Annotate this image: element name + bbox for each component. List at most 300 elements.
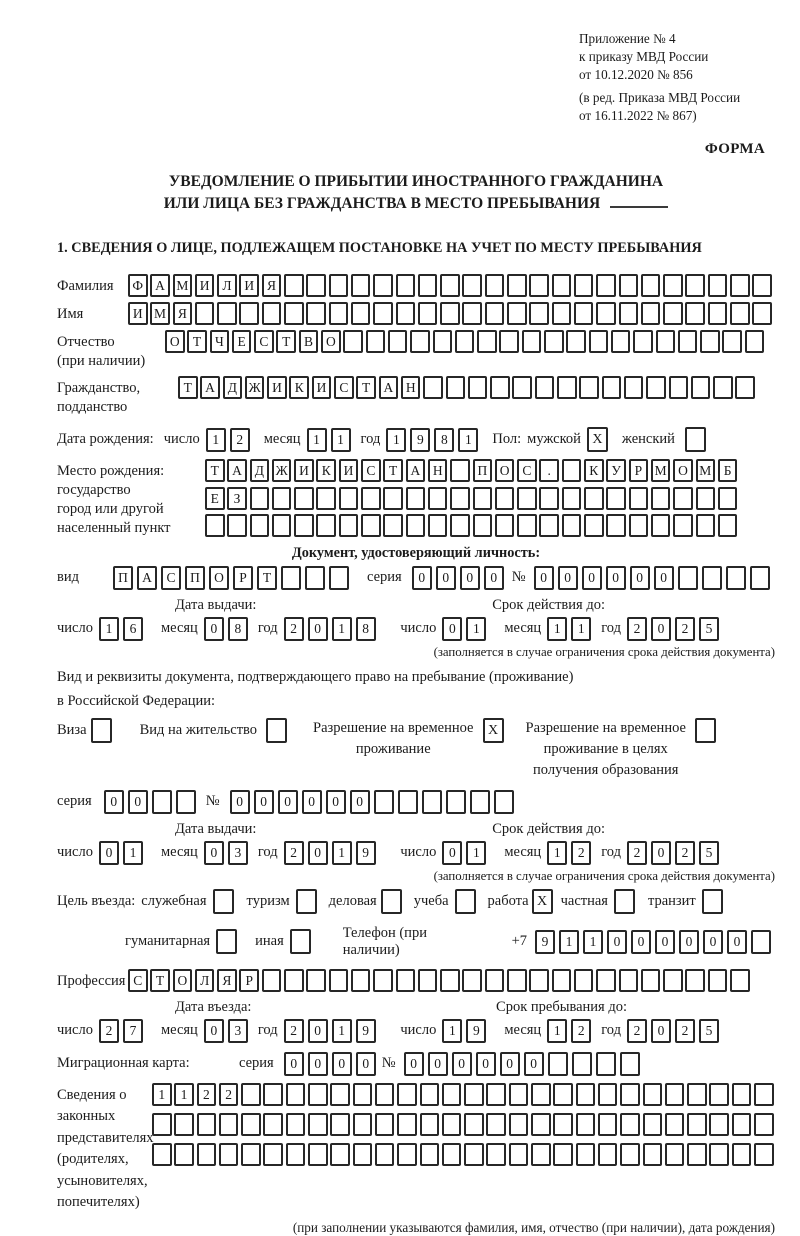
char-cell[interactable] <box>272 487 292 510</box>
char-cell[interactable]: 0 <box>128 790 148 814</box>
char-cell[interactable] <box>752 302 772 325</box>
char-cell[interactable]: 0 <box>460 566 480 590</box>
char-cell[interactable] <box>281 566 301 590</box>
char-cell[interactable] <box>619 274 639 297</box>
char-cell[interactable] <box>418 302 438 325</box>
char-cell[interactable]: А <box>150 274 170 297</box>
char-cell[interactable] <box>455 330 475 353</box>
char-cell[interactable]: 2 <box>571 1019 591 1043</box>
char-cell[interactable]: Ч <box>210 330 230 353</box>
char-cell[interactable] <box>418 969 438 992</box>
char-cell[interactable]: 2 <box>627 1019 647 1043</box>
char-cell[interactable] <box>464 1143 484 1166</box>
char-cell[interactable]: 0 <box>332 1052 352 1076</box>
char-cell[interactable] <box>754 1143 774 1166</box>
char-cell[interactable]: 0 <box>606 566 626 590</box>
char-cell[interactable] <box>263 1113 283 1136</box>
char-cell[interactable] <box>562 459 582 482</box>
char-cell[interactable]: Ф <box>128 274 148 297</box>
purpose-business-checkbox[interactable] <box>381 889 402 914</box>
char-cell[interactable]: 1 <box>206 428 226 452</box>
temp-permit-checkbox[interactable]: X <box>483 718 504 743</box>
char-cell[interactable] <box>499 330 519 353</box>
char-cell[interactable] <box>241 1143 261 1166</box>
char-cell[interactable]: Р <box>233 566 253 590</box>
char-cell[interactable] <box>509 1083 529 1106</box>
char-cell[interactable] <box>468 376 488 399</box>
char-cell[interactable] <box>440 302 460 325</box>
char-cell[interactable]: И <box>128 302 148 325</box>
char-cell[interactable] <box>440 274 460 297</box>
char-cell[interactable] <box>643 1083 663 1106</box>
char-cell[interactable] <box>217 302 237 325</box>
char-cell[interactable]: 1 <box>152 1083 172 1106</box>
char-cell[interactable] <box>641 302 661 325</box>
char-cell[interactable] <box>485 969 505 992</box>
char-cell[interactable] <box>219 1143 239 1166</box>
char-cell[interactable] <box>700 330 720 353</box>
char-cell[interactable]: 0 <box>442 617 462 641</box>
char-cell[interactable]: А <box>379 376 399 399</box>
visa-checkbox[interactable] <box>91 718 112 743</box>
char-cell[interactable] <box>446 790 466 814</box>
char-cell[interactable] <box>205 514 225 537</box>
char-cell[interactable]: 2 <box>627 617 647 641</box>
char-cell[interactable] <box>284 274 304 297</box>
char-cell[interactable] <box>396 274 416 297</box>
char-cell[interactable] <box>709 1113 729 1136</box>
char-cell[interactable] <box>418 274 438 297</box>
char-cell[interactable] <box>641 969 661 992</box>
char-cell[interactable] <box>669 376 689 399</box>
char-cell[interactable] <box>330 1143 350 1166</box>
char-cell[interactable] <box>572 1052 592 1076</box>
char-cell[interactable] <box>566 330 586 353</box>
char-cell[interactable]: 9 <box>466 1019 486 1043</box>
char-cell[interactable]: 0 <box>500 1052 520 1076</box>
char-cell[interactable] <box>619 969 639 992</box>
char-cell[interactable] <box>329 969 349 992</box>
char-cell[interactable] <box>553 1143 573 1166</box>
char-cell[interactable] <box>576 1113 596 1136</box>
char-cell[interactable]: 0 <box>230 790 250 814</box>
char-cell[interactable]: 0 <box>582 566 602 590</box>
purpose-tourism-checkbox[interactable] <box>296 889 317 914</box>
char-cell[interactable]: М <box>651 459 671 482</box>
char-cell[interactable] <box>343 330 363 353</box>
char-cell[interactable]: 1 <box>466 841 486 865</box>
char-cell[interactable]: К <box>316 459 336 482</box>
char-cell[interactable] <box>687 1113 707 1136</box>
char-cell[interactable]: 1 <box>559 930 579 954</box>
char-cell[interactable] <box>294 487 314 510</box>
char-cell[interactable] <box>396 969 416 992</box>
char-cell[interactable] <box>262 969 282 992</box>
char-cell[interactable] <box>709 1083 729 1106</box>
char-cell[interactable]: Т <box>205 459 225 482</box>
char-cell[interactable] <box>754 1083 774 1106</box>
char-cell[interactable] <box>486 1113 506 1136</box>
char-cell[interactable]: Е <box>232 330 252 353</box>
char-cell[interactable]: 0 <box>204 841 224 865</box>
char-cell[interactable] <box>562 514 582 537</box>
char-cell[interactable]: 0 <box>404 1052 424 1076</box>
char-cell[interactable]: Т <box>257 566 277 590</box>
char-cell[interactable] <box>286 1083 306 1106</box>
char-cell[interactable]: О <box>321 330 341 353</box>
char-cell[interactable] <box>718 487 738 510</box>
char-cell[interactable] <box>375 1143 395 1166</box>
char-cell[interactable] <box>732 1143 752 1166</box>
char-cell[interactable]: 0 <box>412 566 432 590</box>
char-cell[interactable]: С <box>361 459 381 482</box>
char-cell[interactable] <box>477 330 497 353</box>
char-cell[interactable] <box>665 1083 685 1106</box>
char-cell[interactable]: 3 <box>228 841 248 865</box>
char-cell[interactable] <box>620 1113 640 1136</box>
char-cell[interactable]: 2 <box>675 617 695 641</box>
purpose-study-checkbox[interactable] <box>455 889 476 914</box>
char-cell[interactable] <box>486 1143 506 1166</box>
char-cell[interactable]: О <box>165 330 185 353</box>
char-cell[interactable] <box>306 969 326 992</box>
char-cell[interactable]: 1 <box>547 841 567 865</box>
char-cell[interactable] <box>398 790 418 814</box>
char-cell[interactable] <box>620 1052 640 1076</box>
char-cell[interactable] <box>250 487 270 510</box>
char-cell[interactable]: Н <box>401 376 421 399</box>
char-cell[interactable]: 2 <box>219 1083 239 1106</box>
char-cell[interactable]: Я <box>262 274 282 297</box>
char-cell[interactable] <box>665 1143 685 1166</box>
char-cell[interactable]: 0 <box>631 930 651 954</box>
char-cell[interactable]: П <box>473 459 493 482</box>
char-cell[interactable] <box>507 969 527 992</box>
char-cell[interactable]: 1 <box>466 617 486 641</box>
char-cell[interactable] <box>308 1113 328 1136</box>
char-cell[interactable] <box>406 514 426 537</box>
char-cell[interactable]: 0 <box>679 930 699 954</box>
char-cell[interactable]: О <box>495 459 515 482</box>
char-cell[interactable] <box>708 302 728 325</box>
char-cell[interactable]: 6 <box>123 617 143 641</box>
char-cell[interactable] <box>329 274 349 297</box>
char-cell[interactable]: 0 <box>558 566 578 590</box>
char-cell[interactable] <box>442 1083 462 1106</box>
char-cell[interactable]: 1 <box>332 1019 352 1043</box>
char-cell[interactable]: 1 <box>547 1019 567 1043</box>
char-cell[interactable] <box>596 969 616 992</box>
char-cell[interactable] <box>598 1083 618 1106</box>
char-cell[interactable]: О <box>209 566 229 590</box>
char-cell[interactable] <box>512 376 532 399</box>
char-cell[interactable]: И <box>195 274 215 297</box>
char-cell[interactable] <box>383 487 403 510</box>
char-cell[interactable]: И <box>267 376 287 399</box>
char-cell[interactable] <box>579 376 599 399</box>
char-cell[interactable] <box>574 302 594 325</box>
char-cell[interactable] <box>529 302 549 325</box>
char-cell[interactable]: М <box>696 459 716 482</box>
char-cell[interactable] <box>745 330 765 353</box>
char-cell[interactable]: А <box>227 459 247 482</box>
char-cell[interactable] <box>470 790 490 814</box>
char-cell[interactable] <box>735 376 755 399</box>
char-cell[interactable] <box>665 1113 685 1136</box>
char-cell[interactable] <box>651 514 671 537</box>
char-cell[interactable] <box>522 330 542 353</box>
char-cell[interactable] <box>598 1113 618 1136</box>
char-cell[interactable] <box>531 1113 551 1136</box>
char-cell[interactable] <box>507 302 527 325</box>
char-cell[interactable]: 0 <box>204 617 224 641</box>
char-cell[interactable]: 1 <box>547 617 567 641</box>
char-cell[interactable]: 8 <box>356 617 376 641</box>
char-cell[interactable]: С <box>334 376 354 399</box>
char-cell[interactable] <box>552 274 572 297</box>
char-cell[interactable] <box>576 1083 596 1106</box>
char-cell[interactable]: 0 <box>254 790 274 814</box>
char-cell[interactable] <box>539 514 559 537</box>
char-cell[interactable]: Т <box>356 376 376 399</box>
char-cell[interactable]: И <box>339 459 359 482</box>
char-cell[interactable] <box>663 302 683 325</box>
char-cell[interactable]: 8 <box>434 428 454 452</box>
char-cell[interactable] <box>584 487 604 510</box>
sex-male-checkbox[interactable]: X <box>587 427 608 452</box>
char-cell[interactable] <box>197 1143 217 1166</box>
char-cell[interactable]: Т <box>383 459 403 482</box>
char-cell[interactable] <box>602 376 622 399</box>
char-cell[interactable]: И <box>312 376 332 399</box>
char-cell[interactable]: М <box>150 302 170 325</box>
char-cell[interactable] <box>574 969 594 992</box>
char-cell[interactable]: 0 <box>651 1019 671 1043</box>
char-cell[interactable] <box>517 487 537 510</box>
char-cell[interactable] <box>241 1083 261 1106</box>
char-cell[interactable] <box>531 1143 551 1166</box>
char-cell[interactable] <box>428 514 448 537</box>
char-cell[interactable] <box>294 514 314 537</box>
char-cell[interactable] <box>730 302 750 325</box>
char-cell[interactable]: С <box>254 330 274 353</box>
char-cell[interactable]: 1 <box>583 930 603 954</box>
char-cell[interactable] <box>552 969 572 992</box>
char-cell[interactable]: 1 <box>123 841 143 865</box>
char-cell[interactable] <box>197 1113 217 1136</box>
char-cell[interactable]: 8 <box>228 617 248 641</box>
char-cell[interactable] <box>351 274 371 297</box>
char-cell[interactable]: 0 <box>452 1052 472 1076</box>
char-cell[interactable] <box>732 1083 752 1106</box>
char-cell[interactable] <box>420 1143 440 1166</box>
char-cell[interactable] <box>598 1143 618 1166</box>
char-cell[interactable]: Т <box>178 376 198 399</box>
char-cell[interactable] <box>330 1083 350 1106</box>
char-cell[interactable] <box>373 302 393 325</box>
char-cell[interactable] <box>316 487 336 510</box>
char-cell[interactable] <box>353 1083 373 1106</box>
char-cell[interactable]: 0 <box>442 841 462 865</box>
char-cell[interactable]: С <box>161 566 181 590</box>
char-cell[interactable] <box>663 274 683 297</box>
char-cell[interactable] <box>284 969 304 992</box>
char-cell[interactable] <box>752 274 772 297</box>
char-cell[interactable]: Ж <box>272 459 292 482</box>
char-cell[interactable] <box>462 274 482 297</box>
char-cell[interactable]: 1 <box>332 617 352 641</box>
char-cell[interactable] <box>629 514 649 537</box>
char-cell[interactable] <box>397 1113 417 1136</box>
char-cell[interactable] <box>685 274 705 297</box>
char-cell[interactable]: 0 <box>204 1019 224 1043</box>
char-cell[interactable]: К <box>584 459 604 482</box>
char-cell[interactable]: 5 <box>699 841 719 865</box>
char-cell[interactable]: 2 <box>197 1083 217 1106</box>
char-cell[interactable] <box>494 790 514 814</box>
char-cell[interactable]: 0 <box>99 841 119 865</box>
char-cell[interactable]: Н <box>428 459 448 482</box>
char-cell[interactable] <box>241 1113 261 1136</box>
char-cell[interactable]: 0 <box>534 566 554 590</box>
char-cell[interactable]: 0 <box>436 566 456 590</box>
char-cell[interactable] <box>361 487 381 510</box>
char-cell[interactable] <box>606 514 626 537</box>
char-cell[interactable]: 3 <box>228 1019 248 1043</box>
char-cell[interactable] <box>422 790 442 814</box>
char-cell[interactable]: 2 <box>627 841 647 865</box>
char-cell[interactable] <box>574 274 594 297</box>
char-cell[interactable] <box>440 969 460 992</box>
char-cell[interactable] <box>308 1083 328 1106</box>
char-cell[interactable] <box>495 487 515 510</box>
char-cell[interactable] <box>685 302 705 325</box>
char-cell[interactable]: 0 <box>308 1019 328 1043</box>
char-cell[interactable] <box>462 302 482 325</box>
char-cell[interactable] <box>373 969 393 992</box>
char-cell[interactable] <box>219 1113 239 1136</box>
char-cell[interactable]: Д <box>223 376 243 399</box>
char-cell[interactable] <box>239 302 259 325</box>
char-cell[interactable] <box>589 330 609 353</box>
char-cell[interactable] <box>722 330 742 353</box>
char-cell[interactable] <box>353 1143 373 1166</box>
char-cell[interactable]: Е <box>205 487 225 510</box>
sex-female-checkbox[interactable] <box>685 427 706 452</box>
char-cell[interactable] <box>420 1083 440 1106</box>
purpose-private-checkbox[interactable] <box>614 889 635 914</box>
char-cell[interactable] <box>174 1113 194 1136</box>
char-cell[interactable]: 0 <box>356 1052 376 1076</box>
char-cell[interactable] <box>544 330 564 353</box>
char-cell[interactable]: Л <box>217 274 237 297</box>
char-cell[interactable]: Р <box>239 969 259 992</box>
char-cell[interactable] <box>713 376 733 399</box>
char-cell[interactable]: 2 <box>675 1019 695 1043</box>
char-cell[interactable] <box>374 790 394 814</box>
char-cell[interactable] <box>339 514 359 537</box>
char-cell[interactable] <box>517 514 537 537</box>
char-cell[interactable]: Т <box>276 330 296 353</box>
char-cell[interactable]: 9 <box>410 428 430 452</box>
char-cell[interactable] <box>643 1143 663 1166</box>
char-cell[interactable]: 0 <box>476 1052 496 1076</box>
char-cell[interactable] <box>529 274 549 297</box>
char-cell[interactable] <box>495 514 515 537</box>
char-cell[interactable] <box>633 330 653 353</box>
char-cell[interactable] <box>353 1113 373 1136</box>
char-cell[interactable]: 0 <box>104 790 124 814</box>
char-cell[interactable] <box>754 1113 774 1136</box>
char-cell[interactable] <box>596 1052 616 1076</box>
char-cell[interactable]: О <box>173 969 193 992</box>
char-cell[interactable]: П <box>185 566 205 590</box>
char-cell[interactable] <box>286 1143 306 1166</box>
char-cell[interactable] <box>620 1143 640 1166</box>
char-cell[interactable] <box>485 302 505 325</box>
char-cell[interactable]: Ж <box>245 376 265 399</box>
char-cell[interactable]: 9 <box>356 1019 376 1043</box>
char-cell[interactable]: 0 <box>655 930 675 954</box>
char-cell[interactable]: 2 <box>99 1019 119 1043</box>
char-cell[interactable]: 0 <box>278 790 298 814</box>
char-cell[interactable]: 5 <box>699 1019 719 1043</box>
char-cell[interactable] <box>442 1113 462 1136</box>
char-cell[interactable]: 1 <box>307 428 327 452</box>
char-cell[interactable] <box>548 1052 568 1076</box>
char-cell[interactable]: С <box>517 459 537 482</box>
char-cell[interactable] <box>272 514 292 537</box>
char-cell[interactable] <box>308 1143 328 1166</box>
char-cell[interactable] <box>473 514 493 537</box>
char-cell[interactable] <box>576 1143 596 1166</box>
char-cell[interactable] <box>619 302 639 325</box>
char-cell[interactable]: П <box>113 566 133 590</box>
char-cell[interactable]: А <box>200 376 220 399</box>
char-cell[interactable] <box>250 514 270 537</box>
char-cell[interactable] <box>433 330 453 353</box>
char-cell[interactable] <box>685 969 705 992</box>
char-cell[interactable] <box>396 302 416 325</box>
char-cell[interactable] <box>152 1113 172 1136</box>
char-cell[interactable]: 7 <box>123 1019 143 1043</box>
char-cell[interactable] <box>709 1143 729 1166</box>
char-cell[interactable]: 0 <box>308 617 328 641</box>
char-cell[interactable] <box>152 1143 172 1166</box>
char-cell[interactable] <box>535 376 555 399</box>
char-cell[interactable] <box>611 330 631 353</box>
char-cell[interactable] <box>620 1083 640 1106</box>
char-cell[interactable]: 1 <box>99 617 119 641</box>
char-cell[interactable]: 0 <box>651 841 671 865</box>
char-cell[interactable] <box>286 1113 306 1136</box>
char-cell[interactable]: 9 <box>535 930 555 954</box>
char-cell[interactable] <box>329 566 349 590</box>
char-cell[interactable] <box>383 514 403 537</box>
char-cell[interactable] <box>678 330 698 353</box>
char-cell[interactable]: В <box>299 330 319 353</box>
char-cell[interactable]: И <box>239 274 259 297</box>
char-cell[interactable] <box>464 1083 484 1106</box>
char-cell[interactable] <box>375 1083 395 1106</box>
char-cell[interactable]: З <box>227 487 247 510</box>
purpose-work-checkbox[interactable]: X <box>532 889 553 914</box>
char-cell[interactable] <box>750 566 770 590</box>
char-cell[interactable] <box>305 566 325 590</box>
char-cell[interactable] <box>509 1143 529 1166</box>
char-cell[interactable] <box>262 302 282 325</box>
char-cell[interactable] <box>553 1083 573 1106</box>
